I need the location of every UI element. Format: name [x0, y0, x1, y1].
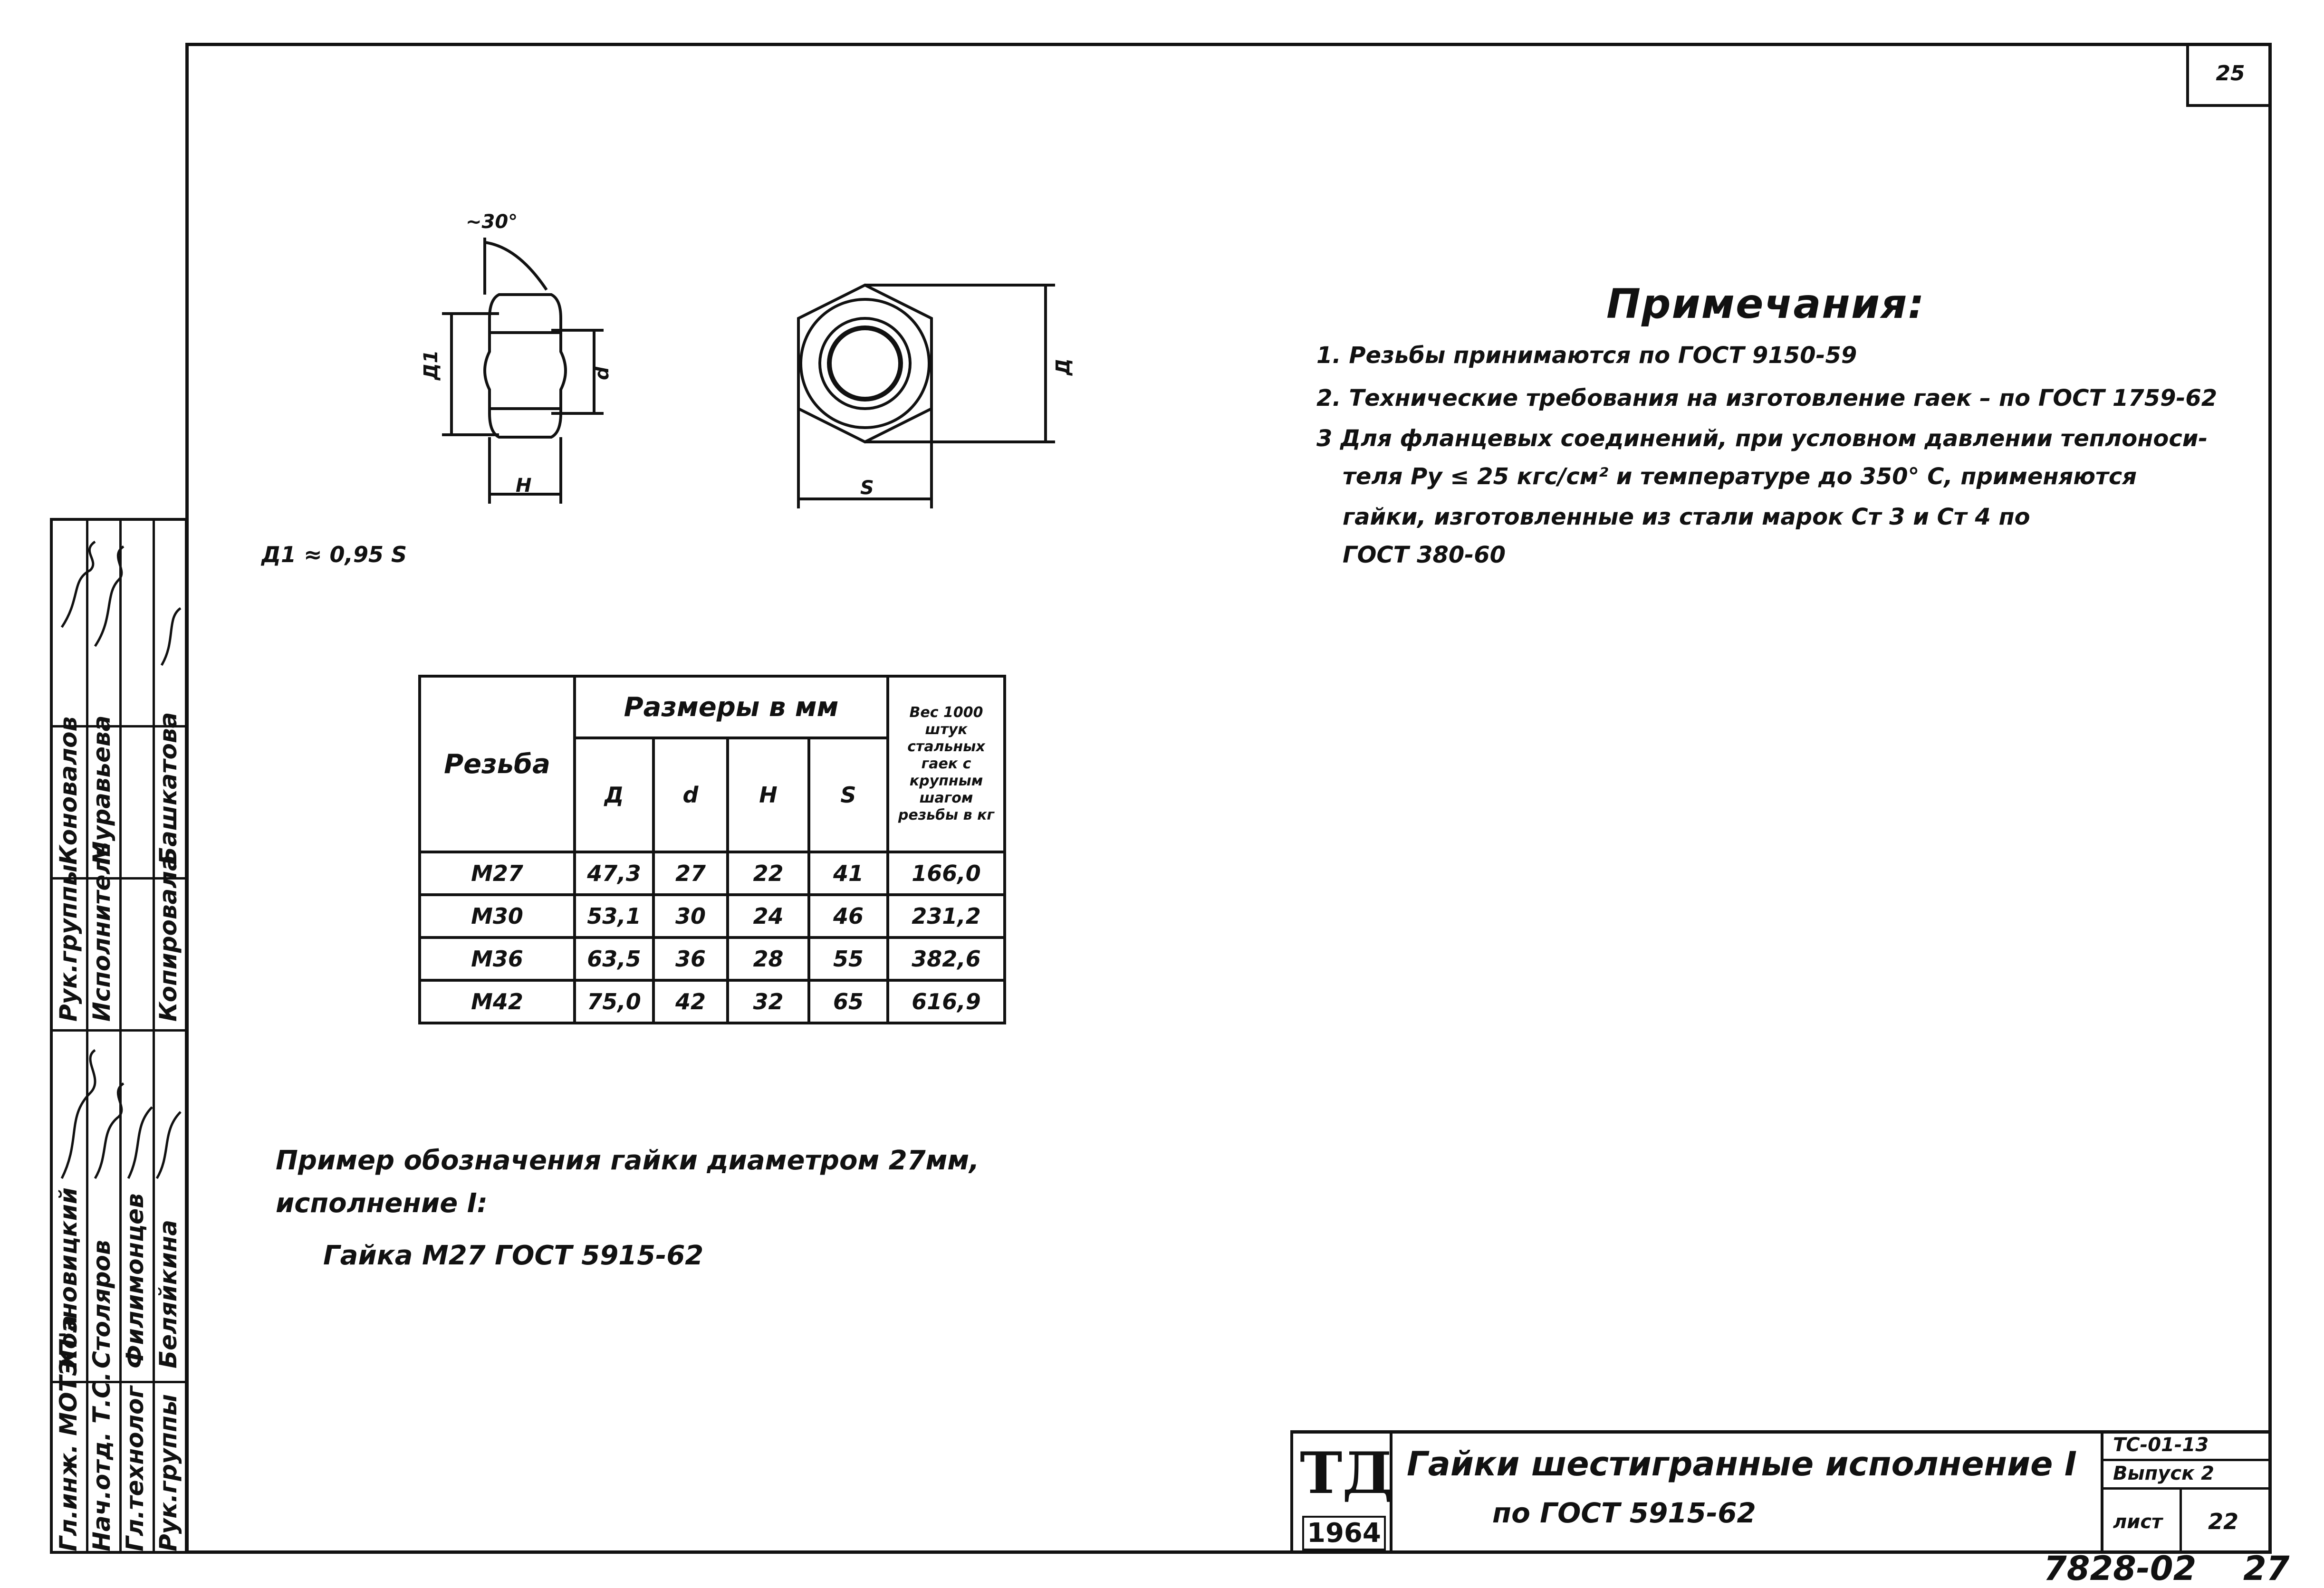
cell-thread: M42 [420, 980, 575, 1023]
title-line-1: Гайки шестигранные исполнение I [1407, 1445, 2077, 1483]
example-line-1: Пример обозначения гайки диаметром 27мм, [276, 1145, 980, 1176]
cell-d: 27 [653, 852, 728, 895]
notes-title: Примечания: [1606, 280, 1925, 328]
formula-d1: Д1 ≈ 0,95 S [261, 542, 407, 567]
cell-d: 42 [653, 980, 728, 1023]
nut-side-view [485, 295, 566, 437]
drawing-page: 27 [2243, 1549, 2290, 1588]
dim-label-d1: Д1 [420, 350, 442, 380]
header-weight: Вес 1000 штук стальных гаек с крупным шагом резьбы в кг [888, 676, 1005, 852]
cell-weight: 166,0 [888, 852, 1005, 895]
cell-D: 47,3 [575, 852, 653, 895]
subheader-d: d [653, 738, 728, 852]
sheet-value: 22 [2208, 1509, 2239, 1534]
dim-label-h: H [516, 475, 532, 497]
table-row [420, 895, 1005, 937]
signature-1 [62, 542, 95, 627]
note-3-cont-1: теля Pу ≤ 25 кгс/см² и температуре до 350° С, применяются [1343, 463, 2137, 490]
signature-4 [62, 1050, 95, 1178]
subheader-D: Д [575, 738, 653, 852]
sidebar-name-2: Столяров [88, 1240, 115, 1368]
nut-thread-inner [829, 328, 901, 399]
cell-D: 53,1 [575, 895, 653, 937]
cell-S: 46 [809, 895, 888, 937]
nut-drawing [390, 209, 1103, 551]
cell-d: 36 [653, 937, 728, 980]
sidebar-name-3: Филимонцев [121, 1193, 149, 1368]
note-3-cont-2: гайки, изготовленные из стали марок Ст 3 и Ст 4 по [1343, 504, 2030, 530]
signature-5 [95, 1083, 124, 1178]
drawing-number: 7828-02 [2044, 1549, 2197, 1588]
sidebar-name2-2: Муравьева [88, 715, 115, 865]
sidebar-role-1: Гл.инж. МОТЭП'а [55, 1315, 82, 1551]
signature-2 [95, 546, 124, 646]
cell-thread: M30 [420, 895, 575, 937]
cell-weight: 231,2 [888, 895, 1005, 937]
note-1: 1. Резьбы принимаются по ГОСТ 9150-59 [1316, 342, 1857, 369]
signature-6 [128, 1107, 152, 1178]
dim-label-s: S [860, 477, 874, 499]
note-3: 3 Для фланцевых соединений, при условном давлении теплоноси- [1316, 425, 2208, 452]
note-2: 2. Технические требования на изготовление гаек – по ГОСТ 1759-62 [1316, 385, 2218, 411]
cell-D: 75,0 [575, 980, 653, 1023]
table-row [420, 980, 1005, 1023]
doc-code: ТС-01-13 [2113, 1434, 2209, 1456]
cell-weight: 382,6 [888, 937, 1005, 980]
cell-H: 22 [728, 852, 809, 895]
dim-label-D: Д [1052, 358, 1074, 375]
cell-S: 55 [809, 937, 888, 980]
sidebar-name-1: Козновицкий [55, 1187, 82, 1368]
cell-D: 63,5 [575, 937, 653, 980]
cell-H: 24 [728, 895, 809, 937]
angle-label: ~30° [466, 211, 518, 233]
dimensions-table [418, 675, 1006, 1024]
sheet-label: лист [2113, 1511, 2163, 1533]
cell-d: 30 [653, 895, 728, 937]
signature-7 [157, 1112, 181, 1178]
table-row [420, 852, 1005, 895]
cell-S: 65 [809, 980, 888, 1023]
header-thread: Резьба [420, 676, 575, 852]
logo-year: 1964 [1302, 1516, 1386, 1550]
signature-3 [162, 608, 181, 665]
sidebar-role2-1: Рук.группы [55, 864, 82, 1022]
title-line-2: по ГОСТ 5915-62 [1492, 1497, 1756, 1529]
sidebar-role-3: Гл.технолог [121, 1386, 149, 1551]
sidebar-role2-2: Исполнитель [88, 842, 115, 1022]
example-line-3: Гайка М27 ГОСТ 5915-62 [323, 1240, 704, 1271]
note-3-cont-3: ГОСТ 380-60 [1343, 542, 1506, 568]
example-line-2: исполнение I: [276, 1188, 488, 1219]
sidebar-name2-1: Коновалов [55, 716, 82, 865]
sidebar-name2-4: Башкатова [154, 712, 182, 865]
cell-weight: 616,9 [888, 980, 1005, 1023]
subheader-S: S [809, 738, 888, 852]
title-block-right [2101, 1430, 2272, 1554]
cell-thread: M27 [420, 852, 575, 895]
nut-thread-outer [820, 318, 910, 409]
logo-letters: ТД [1300, 1440, 1393, 1507]
header-sizes: Размеры в мм [575, 676, 888, 738]
table-row [420, 937, 1005, 980]
doc-issue: Выпуск 2 [2113, 1463, 2214, 1484]
sidebar-role-4: Рук.группы [154, 1394, 182, 1551]
sidebar-name-4: Беляйкина [154, 1219, 182, 1368]
cell-thread: M36 [420, 937, 575, 980]
title-block-logo [1290, 1430, 1392, 1554]
subheader-H: H [728, 738, 809, 852]
signatures [52, 523, 195, 1549]
sidebar-role-2: Нач.отд. Т.С. [88, 1372, 115, 1551]
page-number: 25 [2186, 43, 2272, 107]
dim-label-d: d [591, 366, 613, 380]
cell-H: 28 [728, 937, 809, 980]
sidebar-role2-4: Копировала [154, 855, 182, 1022]
cell-S: 41 [809, 852, 888, 895]
cell-H: 32 [728, 980, 809, 1023]
